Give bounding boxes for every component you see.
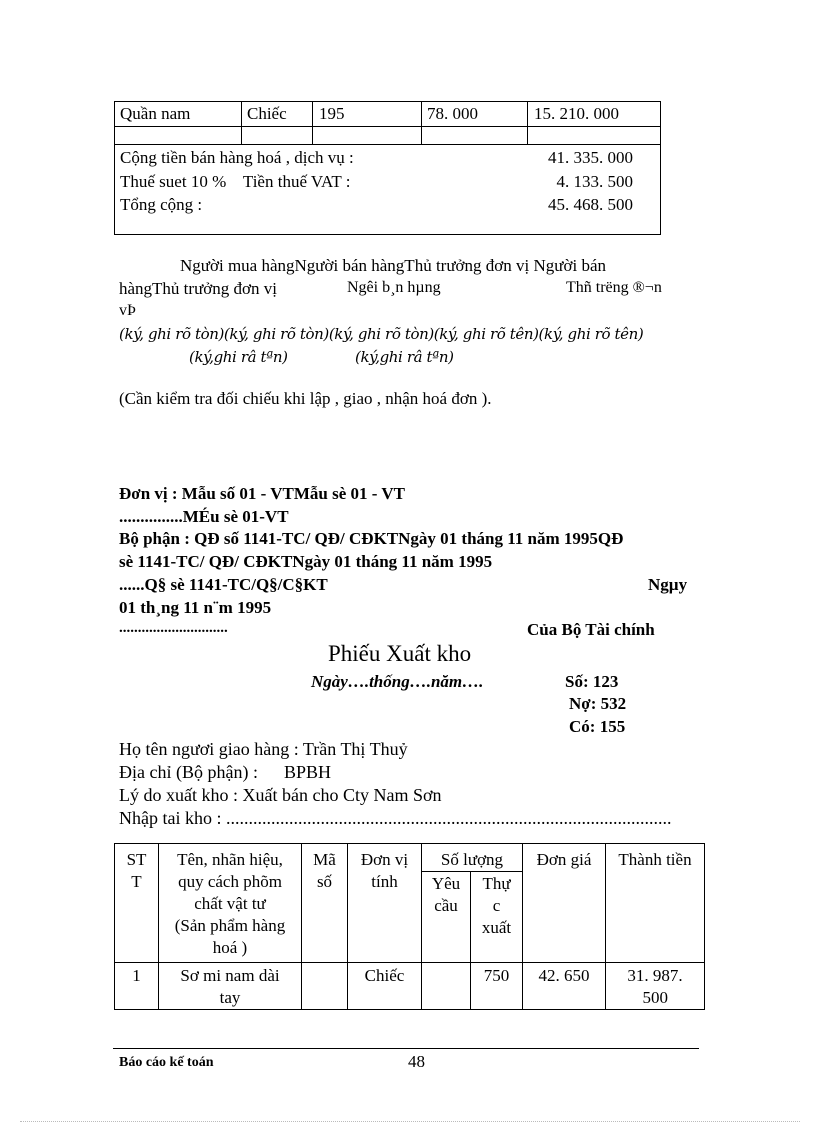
header-quantity: Số lượng <box>440 850 504 869</box>
total-label: Tổng cộng : <box>120 195 203 214</box>
deliverer-line: Họ tên ngươi giao hàng : Trần Thị Thuỷ <box>119 739 408 759</box>
address-value: BPBH <box>284 762 332 782</box>
verification-note: (Cần kiểm tra đối chiếu khi lập , giao , nhận hoá đơn ). <box>119 389 492 408</box>
signature-titles-line1: Người mua hàngNgười bán hàngThủ trưởng đơn vị Người bán <box>180 256 606 275</box>
signature-head-legacy: Thñ trëng ®¬n <box>566 279 662 296</box>
signature-instruction-legacy-1: (ký,ghi râ tªn) <box>189 348 288 366</box>
row-qty-actual: 750 <box>483 966 510 985</box>
signature-titles-line2: hàngThủ trưởng đơn vị <box>119 279 277 298</box>
unit-price-cell: 78. 000 <box>427 104 478 123</box>
footer-rule <box>113 1048 699 1049</box>
subtotal-value: 41. 335. 000 <box>548 148 633 167</box>
slip-number: Số: 123 <box>565 672 619 691</box>
date-legacy-line: 01 th¸ng 11 n¨m 1995 <box>119 598 272 617</box>
signature-titles-line3: vÞ <box>119 302 136 319</box>
subtotal-label: Cộng tiền bán hàng hoá , dịch vụ : <box>120 148 354 167</box>
unit-cell: Chiếc <box>247 104 287 123</box>
vat-value: 4. 133. 500 <box>556 172 633 191</box>
row-unit-price: 42. 650 <box>538 966 590 985</box>
header-unit-price: Đơn giá <box>536 850 592 869</box>
header-qty-requested: Yêu cầu <box>431 874 461 915</box>
header-qty-actual: Thự c xuất <box>481 874 512 937</box>
department-decision-line: Bộ phận : QĐ số 1141-TC/ QĐ/ CĐKTNgày 01 tháng 11 năm 1995QĐ <box>119 529 624 548</box>
slip-date: Ngày….thống….năm…. <box>311 672 484 691</box>
row-item-name: Sơ mi nam dài tay <box>180 966 280 1007</box>
header-unit: Đơn vị tính <box>360 850 409 891</box>
signature-instruction-legacy-2: (ký,ghi râ tªn) <box>355 348 454 366</box>
slip-debit: Nợ: 532 <box>569 694 627 713</box>
total-value: 45. 468. 500 <box>548 195 633 214</box>
signature-instructions: (ký, ghi rõ tòn)(ký, ghi rõ tòn)(ký, ghi rõ tòn)(ký, ghi rõ tên)(ký, ghi rõ tên) <box>119 325 644 343</box>
decision-line-2: sè 1141-TC/ QĐ/ CĐKTNgày 01 tháng 11 năm 1995 <box>119 552 493 571</box>
quantity-cell: 195 <box>319 104 345 123</box>
signature-seller-legacy: Ngêi b¸n hµng <box>347 279 441 296</box>
date-legacy-word: Ngµy <box>648 575 688 594</box>
decision-legacy-line: ......Q§ sè 1141-TC/Q§/C§KT <box>119 575 328 594</box>
page-edge <box>20 1121 800 1122</box>
dotted-leader: ............................. <box>119 620 228 636</box>
reason-line: Lý do xuất kho : Xuất bán cho Cty Nam Sơn <box>119 785 442 805</box>
unit-form-line: Đơn vị : Mẫu số 01 - VTMẫu sè 01 - VT <box>119 484 405 503</box>
header-item-name: Tên, nhãn hiệu, quy cách phõm chất vật tư (Sản phẩm hàng hoá ) <box>174 850 286 957</box>
row-stt: 1 <box>132 966 141 985</box>
amount-cell: 15. 210. 000 <box>534 104 619 123</box>
slip-credit: Có: 155 <box>569 717 626 736</box>
row-amount: 31. 987. 500 <box>627 966 683 1007</box>
vat-label: Thuế suet 10 % Tiền thuế VAT : <box>120 172 351 191</box>
header-amount: Thành tiền <box>618 850 692 869</box>
warehouse-line: Nhập tai kho : ................................................................................................... <box>119 808 672 828</box>
slip-title: Phiếu Xuất kho <box>328 641 472 666</box>
top-invoice-table <box>114 101 661 235</box>
header-stt: ST T <box>126 850 147 891</box>
ministry-of-finance: Của Bộ Tài chính <box>527 620 655 639</box>
header-code: Mã số <box>313 850 336 891</box>
footer-report-title: Báo cáo kế toán <box>119 1055 214 1070</box>
page-number: 48 <box>408 1052 425 1071</box>
form-number-legacy: ...............MÉu sè 01-VT <box>119 507 289 526</box>
address-label: Địa chỉ (Bộ phận) : <box>119 762 258 782</box>
item-name-cell: Quần nam <box>120 104 191 123</box>
row-unit: Chiếc <box>364 966 405 985</box>
export-items-table <box>114 843 705 1010</box>
